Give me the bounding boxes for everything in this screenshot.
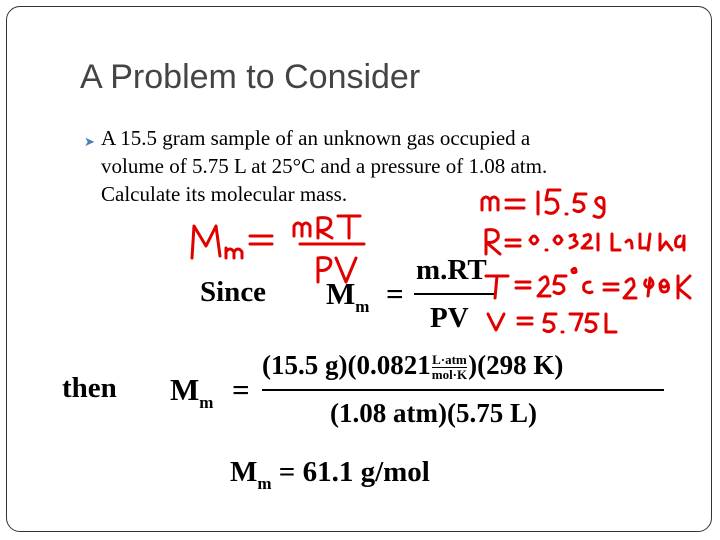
calc-equals: = <box>232 372 250 407</box>
formula-M-letter: M <box>326 276 356 311</box>
result-value: = 61.1 g/mol <box>278 456 430 488</box>
formula-numerator: m.RT <box>416 254 487 286</box>
formula-denominator: PV <box>430 302 469 334</box>
bullet-text-line3: Calculate its molecular mass. <box>101 182 348 206</box>
result-M-letter: M <box>230 456 258 488</box>
slide-title: A Problem to Consider <box>80 58 421 96</box>
bullet-arrow-icon: ➤ <box>84 134 95 149</box>
hw-V <box>488 314 616 332</box>
calc-num-part2: )(298 K) <box>468 350 564 380</box>
calc-num-part1: (15.5 g)(0.0821 <box>262 350 431 380</box>
calc-unit-den: mol·K <box>431 367 468 383</box>
hw-T <box>486 268 690 298</box>
hw-R <box>486 230 684 254</box>
calc-denominator: (1.08 atm)(5.75 L) <box>330 398 537 428</box>
result-m-sub: m <box>257 474 272 493</box>
hw-mass <box>482 190 604 217</box>
formula-equals: = <box>386 276 404 311</box>
bullet-text-line2: volume of 5.75 L at 25°C and a pressure of 1.08 atm. <box>101 154 548 178</box>
calc-M-letter: M <box>170 372 200 407</box>
hw-formula <box>192 216 364 282</box>
bullet-text-line1: A 15.5 gram sample of an unknown gas occupied a <box>101 126 531 150</box>
then-label: then <box>62 372 117 404</box>
since-label: Since <box>200 276 267 308</box>
formula-m-sub: m <box>355 297 370 316</box>
calc-m-sub: m <box>199 393 214 412</box>
calc-unit-num: L·atm <box>432 352 467 368</box>
